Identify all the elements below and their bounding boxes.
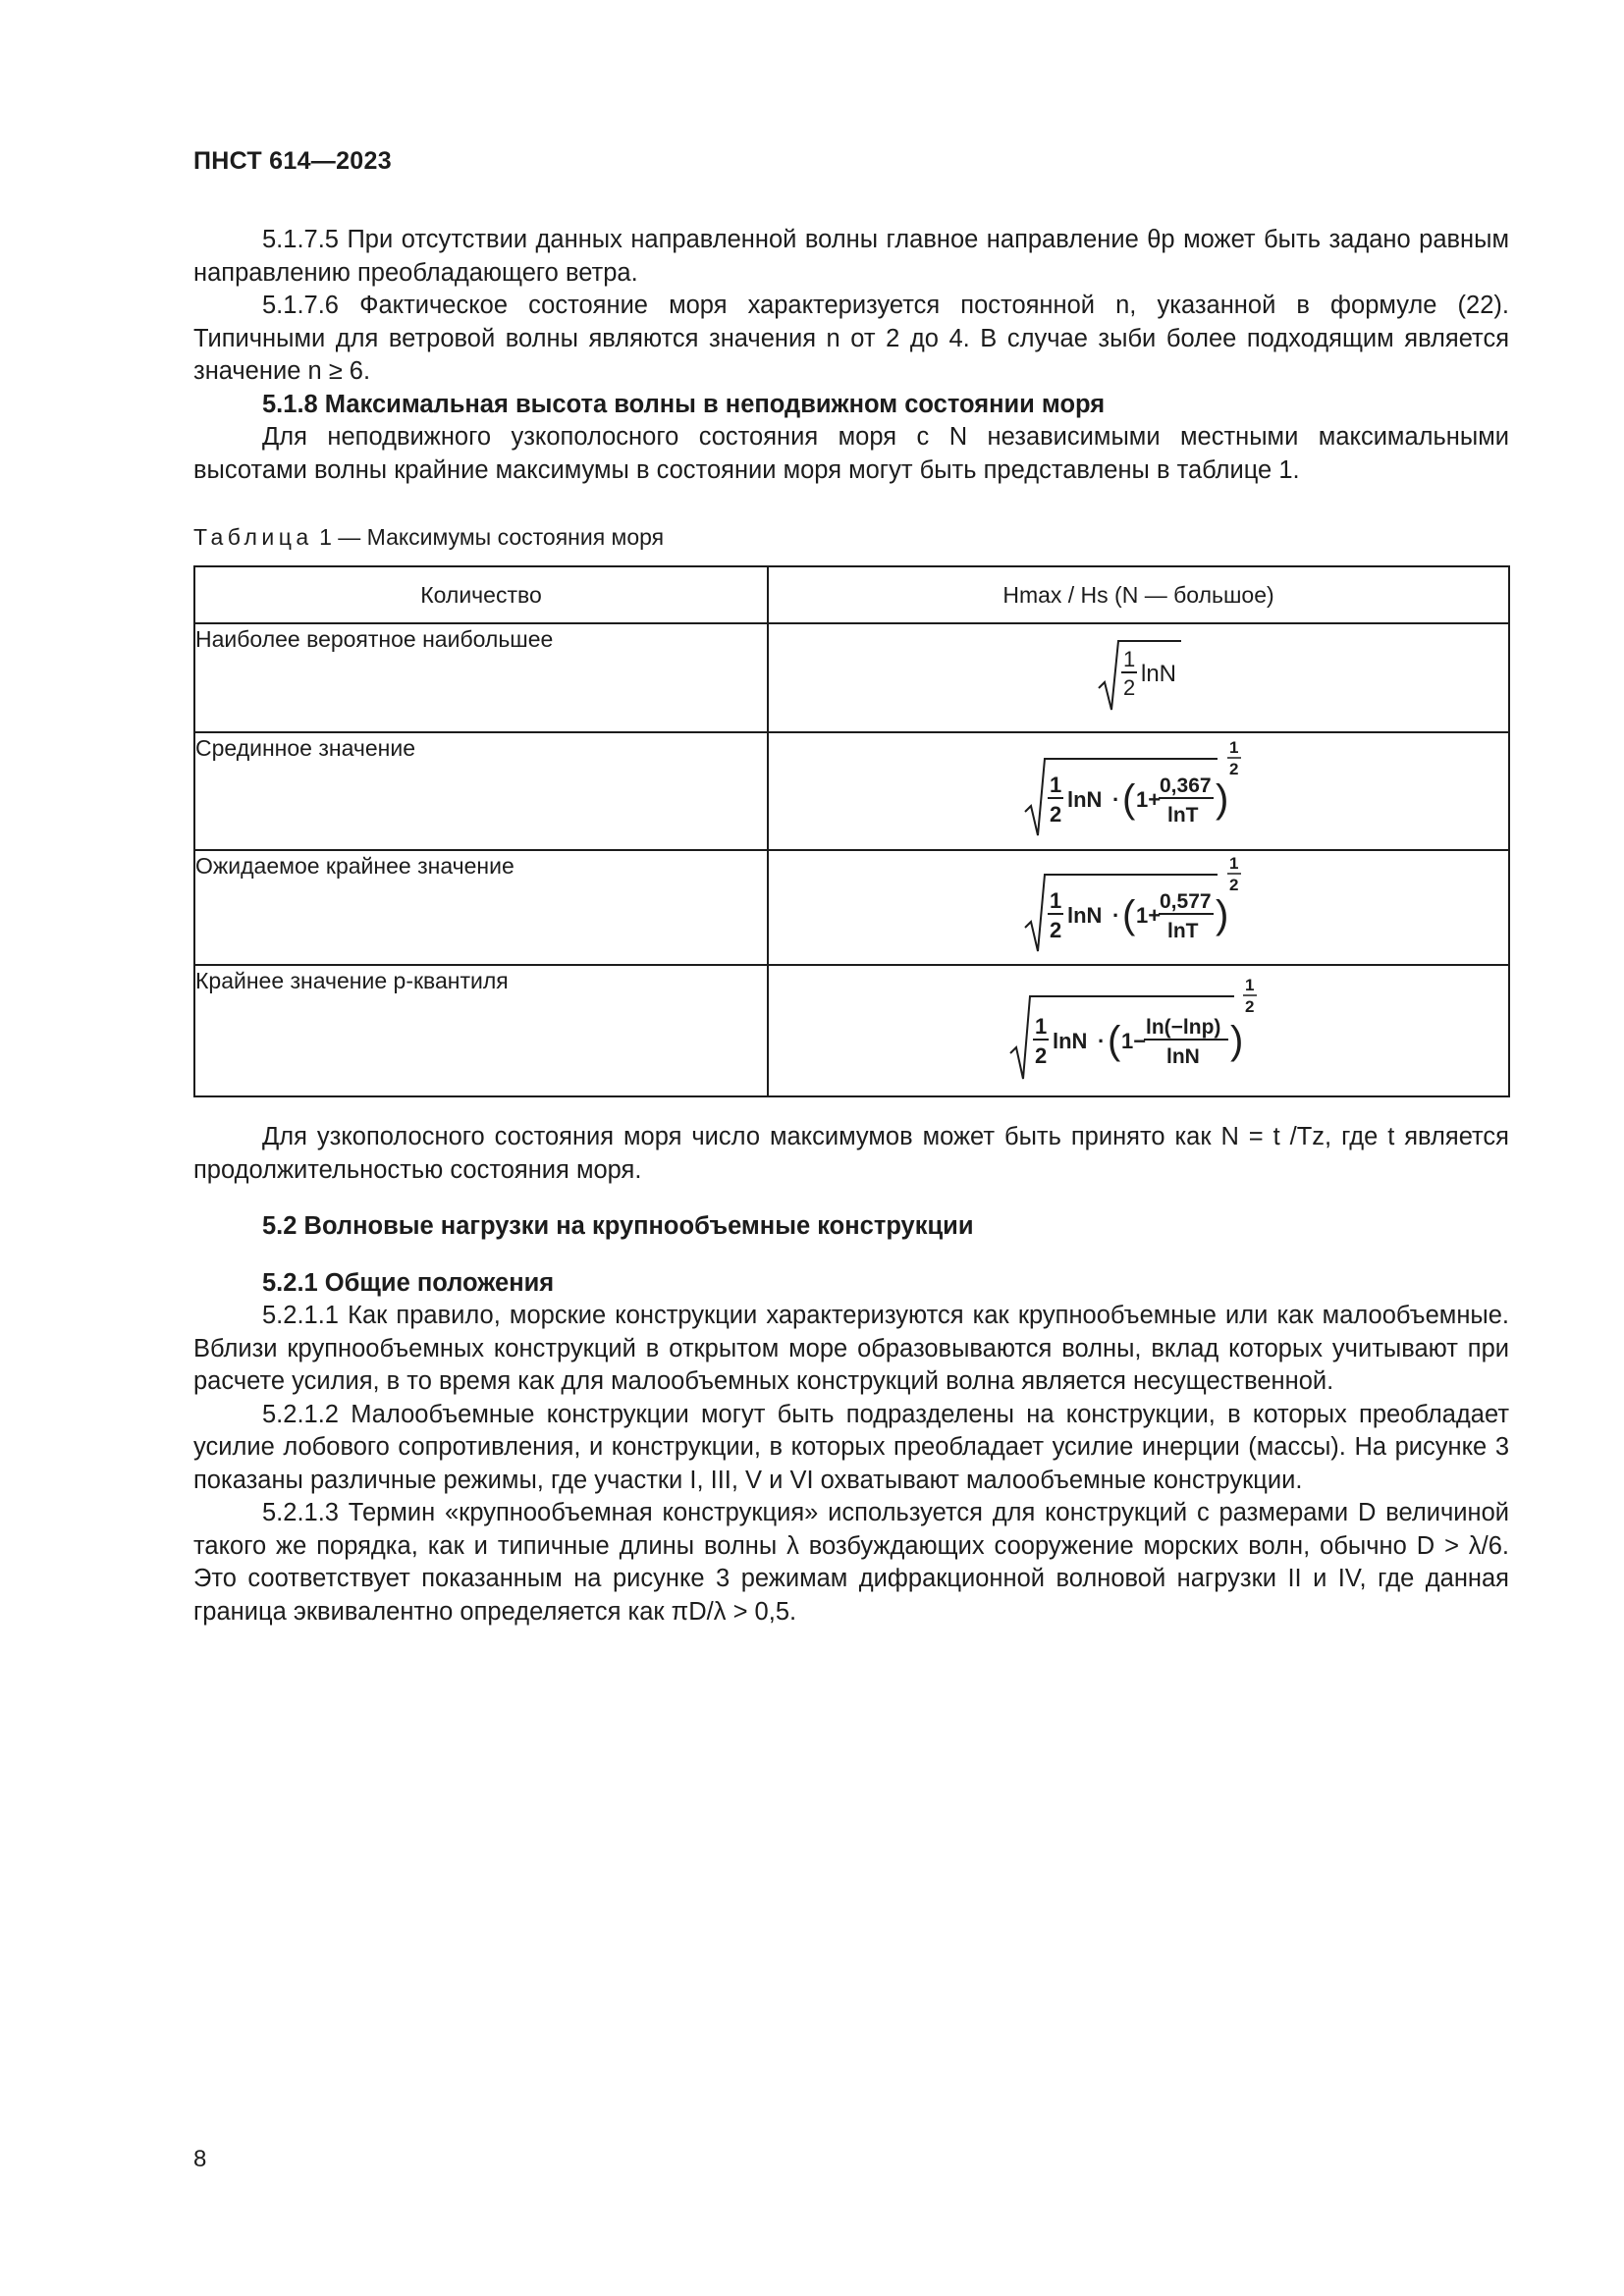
section-heading-5-1-8: 5.1.8 Максимальная высота волны в неподвижном состоянии моря bbox=[262, 390, 1106, 418]
frac-numerator: 0,577 bbox=[1159, 890, 1212, 913]
frac-numerator: 1 bbox=[1049, 772, 1061, 797]
exp-numerator: 1 bbox=[1228, 737, 1238, 757]
frac-numerator: 1 bbox=[1049, 888, 1061, 913]
row-label: Срединное значение bbox=[194, 732, 768, 850]
formula-cell bbox=[768, 965, 1509, 1096]
exp-denominator: 2 bbox=[1228, 876, 1238, 894]
open-paren: ( bbox=[1121, 776, 1135, 821]
page-number: 8 bbox=[193, 2146, 207, 2172]
frac-denominator: lnT bbox=[1166, 920, 1198, 942]
section-heading-5-2-1: 5.2.1 Общие положения bbox=[262, 1268, 555, 1297]
formula-cell bbox=[768, 623, 1509, 732]
paragraph-5-2-1-3: 5.2.1.3 Термин «крупнообъемная конструкция» используется для конструкций с размерами D величиной такого же порядка, как и типичные длины волны λ возбуждающих сооружение морских волн, обычно D > λ/6. Это соответствует показанным на рисунке 3 режимам дифракционной волновой нагрузки II и IV, где данная граница эквивалентно определяется как πD/λ > 0,5. bbox=[193, 1499, 1509, 1626]
document-body bbox=[193, 224, 1509, 1629]
row-label: Наиболее вероятное наибольшее bbox=[194, 623, 768, 732]
exp-numerator: 1 bbox=[1228, 854, 1238, 873]
frac-denominator: 2 bbox=[1049, 918, 1061, 942]
frac-numerator: ln(−lnp) bbox=[1145, 1015, 1220, 1039]
sea-state-maxima-table bbox=[193, 565, 1510, 1097]
close-paren: ) bbox=[1215, 776, 1228, 821]
frac-denominator: lnT bbox=[1166, 803, 1198, 827]
column-header-quantity: Количество bbox=[194, 566, 768, 623]
ln-n-term: lnN bbox=[1052, 1028, 1087, 1053]
row-label bbox=[194, 965, 768, 1096]
one-plus: 1+ bbox=[1135, 903, 1161, 928]
exp-numerator: 1 bbox=[1244, 975, 1254, 994]
open-paren: ( bbox=[1107, 1018, 1120, 1062]
frac-denominator: 2 bbox=[1034, 1042, 1047, 1068]
formula-p-quantile bbox=[1006, 973, 1272, 1083]
ln-n-term: lnN bbox=[1066, 786, 1102, 812]
row-label: Ожидаемое крайнее значение bbox=[194, 850, 768, 965]
formula-cell bbox=[768, 732, 1509, 850]
table-caption bbox=[193, 522, 1509, 552]
formula-most-probable bbox=[1095, 633, 1183, 716]
table-row bbox=[194, 623, 1509, 732]
frac-numerator: 0,367 bbox=[1159, 774, 1212, 797]
section-heading-5-2: 5.2 Волновые нагрузки на крупнообъемные конструкции bbox=[262, 1212, 974, 1240]
table-caption-word: Таблица bbox=[193, 524, 313, 550]
table-header-row bbox=[194, 566, 1509, 623]
close-paren: ) bbox=[1229, 1018, 1243, 1062]
column-header-ratio: Hmax / Hs (N — большое) bbox=[768, 566, 1509, 623]
table-row bbox=[194, 850, 1509, 965]
frac-denominator: 2 bbox=[1122, 675, 1135, 700]
paragraph-5-2-1-1: 5.2.1.1 Как правило, морские конструкции характеризуются как крупнообъемные или как малообъемные. Вблизи крупнообъемных конструкций в открытом море образовываются волны, вклад которых учитывают при расчете усилия, в то время как для малообъемных конструкций волна является несущественной. bbox=[193, 1302, 1509, 1395]
table-row bbox=[194, 732, 1509, 850]
formula-median bbox=[1021, 737, 1257, 839]
formula-cell bbox=[768, 850, 1509, 965]
ln-n-term: lnN bbox=[1140, 661, 1176, 687]
document-id: ПНСТ 614—2023 bbox=[193, 147, 392, 175]
table-row bbox=[194, 965, 1509, 1096]
paragraph-5-1-7-6: 5.1.7.6 Фактическое состояние моря характеризуется постоянной n, указанной в формуле (22). Типичными для ветровой волны являются значения n от 2 до 4. В случае зыби более подходящим является значение n ≥ 6. bbox=[193, 292, 1509, 385]
formula-expected-extreme bbox=[1021, 853, 1257, 955]
table-caption-text: 1 — Максимумы состояния моря bbox=[312, 524, 665, 550]
exp-denominator: 2 bbox=[1228, 759, 1238, 778]
frac-numerator: 1 bbox=[1034, 1013, 1047, 1039]
frac-numerator: 1 bbox=[1122, 647, 1135, 671]
paragraph-table-intro: Для неподвижного узкополосного состояния моря с N независимыми местными максимальными высотами волны крайние максимумы в состоянии моря могут быть представлены в таблице 1. bbox=[193, 423, 1509, 484]
multiply-dot: · bbox=[1111, 786, 1119, 812]
open-paren: ( bbox=[1121, 893, 1135, 936]
frac-denominator: 2 bbox=[1049, 801, 1061, 827]
paragraph-maxima-count: Для узкополосного состояния моря число максимумов может быть принято как N = t /Tz, где t является продолжительностью состояния моря. bbox=[193, 1123, 1509, 1184]
row-label-text: Крайнее значение p-квантиля bbox=[195, 968, 509, 993]
one-minus: 1− bbox=[1120, 1028, 1146, 1053]
paragraph-5-2-1-2: 5.2.1.2 Малообъемные конструкции могут быть подразделены на конструкции, в которых преобладает усилие лобового сопротивления, и конструкции, в которых преобладает усилие инерции (массы). На рисунке 3 показаны различные режимы, где участки I, III, V и VI охватывают малообъемные конструкции. bbox=[193, 1400, 1509, 1494]
multiply-dot: · bbox=[1111, 903, 1119, 928]
frac-denominator: lnN bbox=[1165, 1044, 1200, 1068]
one-plus: 1+ bbox=[1135, 786, 1161, 812]
exp-denominator: 2 bbox=[1244, 996, 1254, 1016]
ln-n-term: lnN bbox=[1066, 903, 1102, 928]
multiply-dot: · bbox=[1097, 1028, 1105, 1053]
paragraph-5-1-7-5: 5.1.7.5 При отсутствии данных направленной волны главное направление θp может быть задано равным направлению преобладающего ветра. bbox=[193, 226, 1509, 287]
close-paren: ) bbox=[1215, 893, 1228, 936]
